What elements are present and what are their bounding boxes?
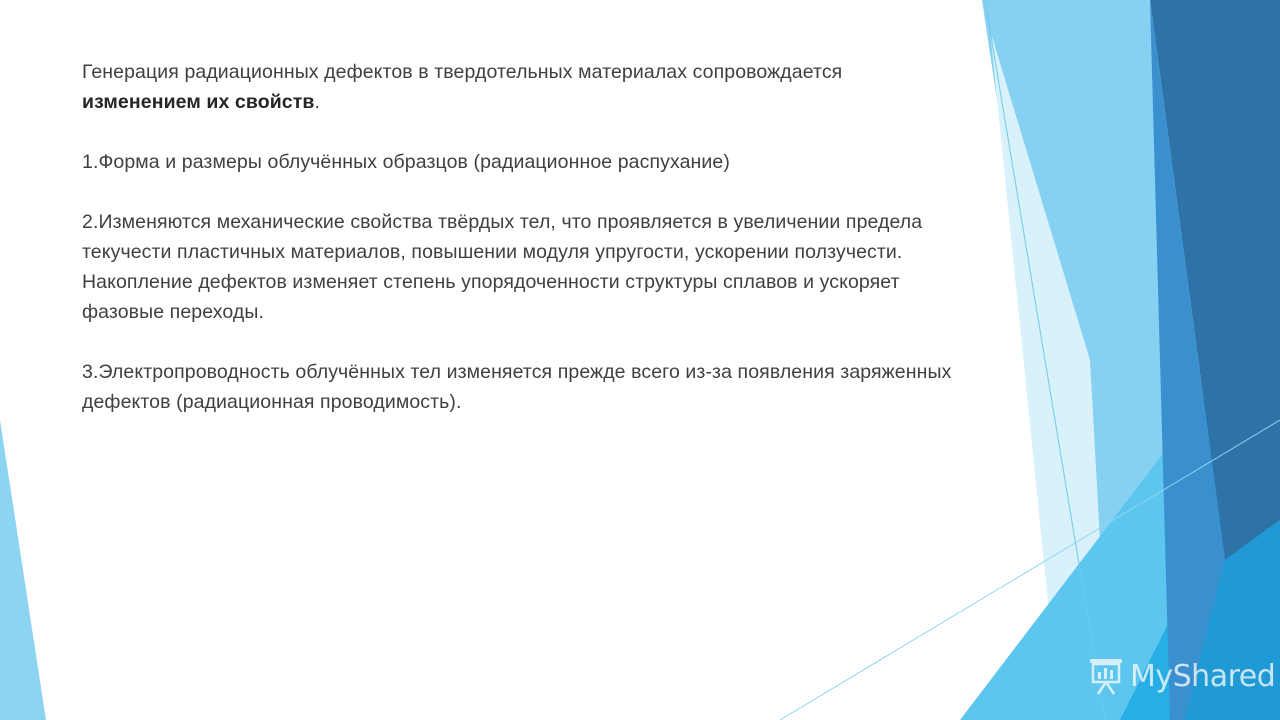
slide-body-text [82,57,962,417]
list-item-2: 2.Изменяются механические свойства твёрдых тел, что проявляется в увеличении предела текучести пластичных материалов, повышении модуля упругости, ускорении ползучести. Накопление дефектов изменяет степень упорядоченности структуры сплавов и ускоряет фазовые переходы. [82,211,923,323]
intro-emphasis: изменением их свойств [82,91,315,113]
list-item-3: 3.Электропроводность облучённых тел изменяется прежде всего из-за появления заряженных дефектов (радиационная проводимость). [82,361,952,413]
intro-paragraph [82,57,962,117]
left-sliver-shape [0,420,46,720]
watermark-text: MyShared [1130,658,1276,694]
intro-text: Генерация радиационных дефектов в твердотельных материалах сопровождается [82,61,843,83]
intro-period: . [314,91,321,113]
watermark-logo [1088,654,1275,698]
presentation-board-icon [1088,656,1124,696]
list-item-1: 1.Форма и размеры облучённых образцов (радиационное распухание) [82,151,730,173]
